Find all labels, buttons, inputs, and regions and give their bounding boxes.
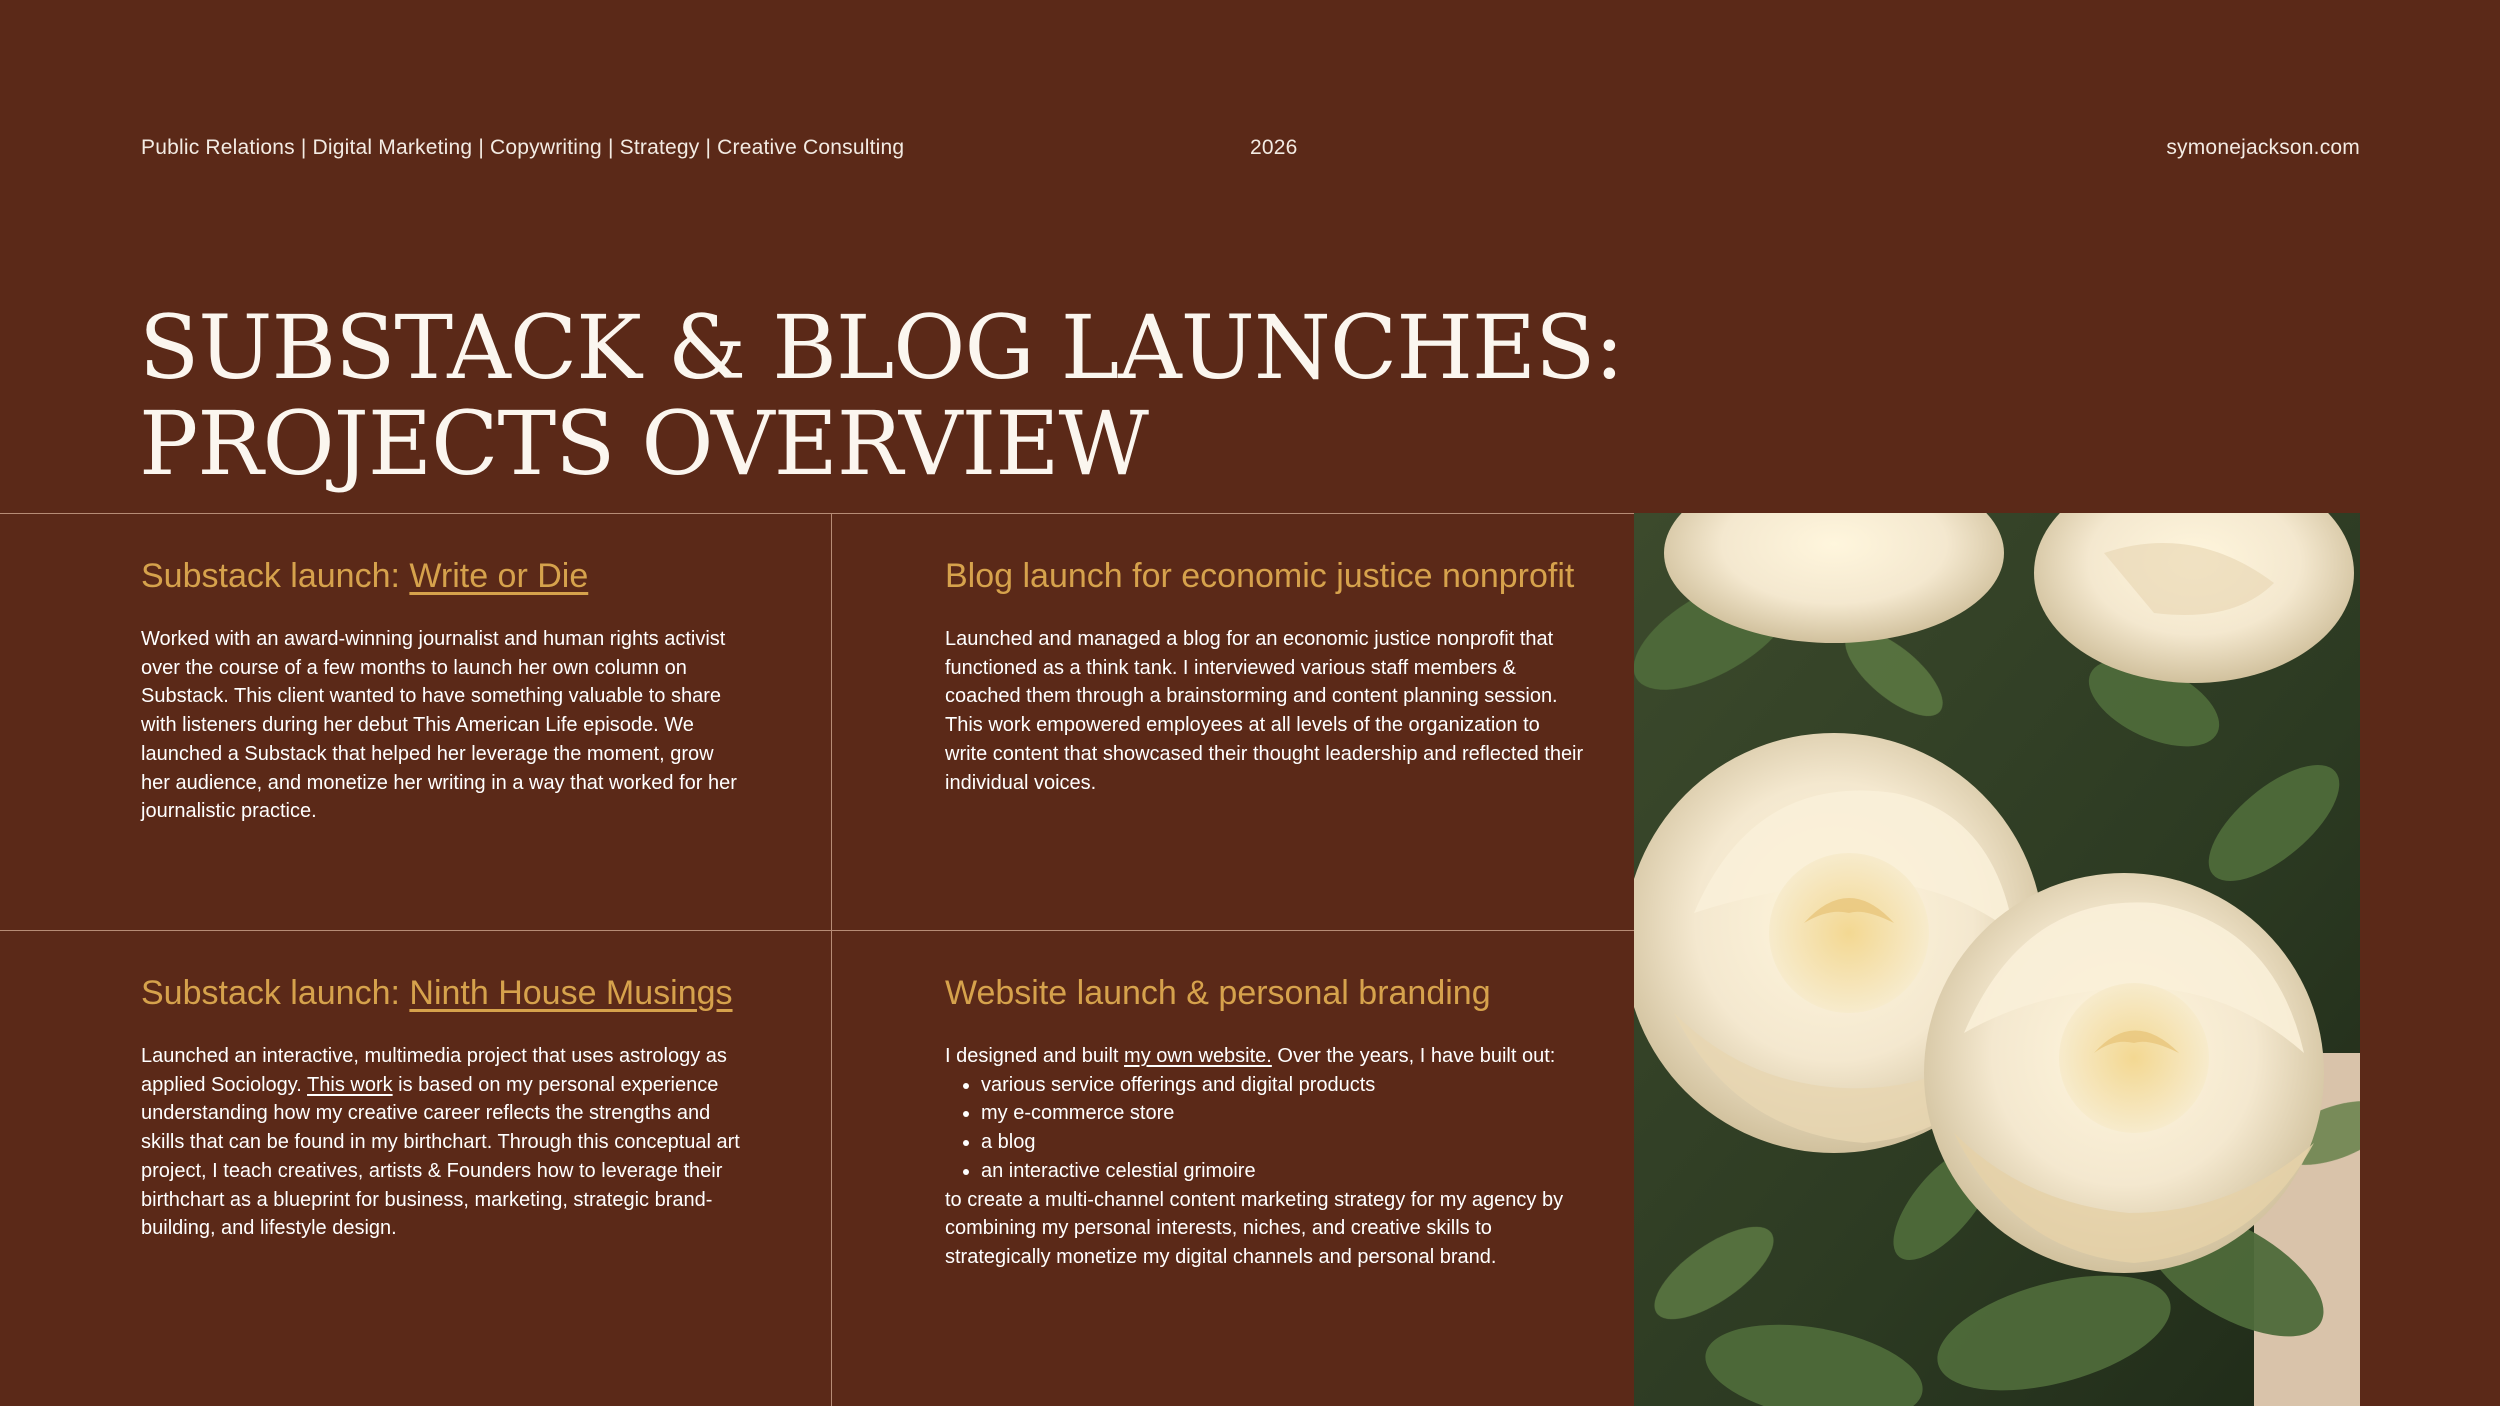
description-text: is based on my personal experience understanding how my creative career reflects the strengths and skills that can be found in my birthchart. Through this conceptual art project, I teach creatives, artists & Founders how to leverage their birthchart as a blueprint for business, marketing, strategic brand-building, and lifestyle design. [141,1073,740,1240]
divider-top [0,513,1634,514]
projects-grid [0,513,1634,1406]
divider-vertical [831,513,832,1406]
list-item: • a blog [981,1128,1595,1157]
page-title-line-2: PROJECTS OVERVIEW [139,392,1148,495]
project-heading-prefix: Substack launch: [141,557,410,595]
list-item: • my e-commerce store [981,1099,1595,1128]
project-heading [141,971,741,1015]
project-heading [141,554,741,598]
project-intro [945,1042,1595,1071]
project-card-website-launch [945,971,1595,1272]
project-description [141,1042,741,1243]
top-bar [141,136,2360,166]
project-heading-prefix: Substack launch: [141,974,410,1012]
page-title-line-1: SUBSTACK & BLOG LAUNCHES: [139,296,1624,399]
intro-text: I designed and built [945,1045,1125,1067]
year-label: 2026 [1250,136,1298,159]
divider-middle [0,930,1634,931]
page-title [139,296,1624,495]
project-card-write-or-die [141,554,741,826]
ninth-house-musings-link[interactable]: Ninth House Musings [409,974,733,1012]
my-own-website-link[interactable]: my own website. [1124,1045,1272,1067]
project-heading: Blog launch for economic justice nonprofit [945,557,1575,595]
project-outro: to create a multi-channel content marketing strategy for my agency by combining my personal interests, niches, and creative skills to strategically monetize my digital channels and personal brand. [945,1188,1564,1268]
description-text: Launched an interactive, multimedia project that uses astrology as applied Sociology. [141,1045,727,1096]
project-card-ninth-house-musings [141,971,741,1243]
intro-text: Over the years, I have built out: [1271,1045,1556,1067]
list-item: • various service offerings and digital products [981,1071,1595,1100]
write-or-die-link[interactable]: Write or Die [409,557,589,595]
project-card-nonprofit-blog [945,554,1585,797]
roses-illustration [1634,513,2360,1406]
website-link[interactable]: symonejackson.com [2166,136,2360,159]
services-list: Public Relations | Digital Marketing | Copywriting | Strategy | Creative Consulting [141,136,905,159]
white-roses-photo [1634,513,2360,1406]
project-description: Worked with an award-winning journalist and human rights activist over the course of a few months to launch her own column on Substack. This client wanted to have something valuable to share with listeners during her debut This American Life episode. We launched a Substack that helped her leverage the moment, grow her audience, and monetize her writing in a way that worked for her journalistic practice. [141,628,737,823]
built-items-list [945,1071,1595,1186]
project-description: Launched and managed a blog for an economic justice nonprofit that functioned as a think tank. I interviewed various staff members & coached them through a brainstorming and content planning session. This work empowered employees at all levels of the organization to write content that showcased their thought leadership and reflected their individual voices. [945,628,1584,794]
list-item: • an interactive celestial grimoire [981,1157,1595,1186]
project-heading: Website launch & personal branding [945,974,1491,1012]
this-work-link[interactable]: This work [307,1073,393,1096]
